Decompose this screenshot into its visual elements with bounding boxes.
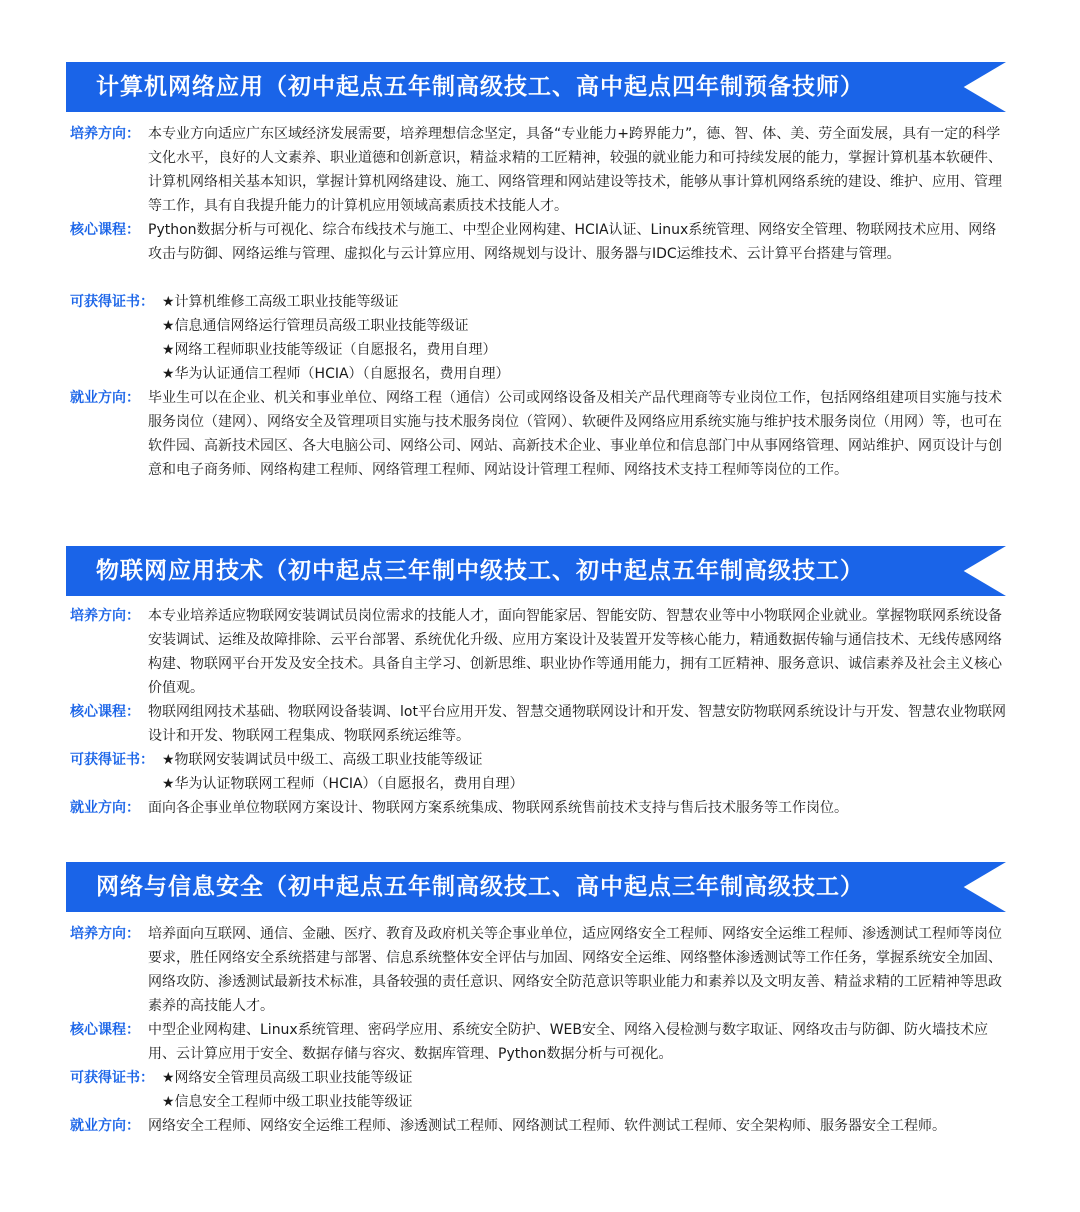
cert-item: ★信息安全工程师中级工职业技能等级证	[162, 1094, 413, 1110]
jobs-label: 就业方向：	[70, 1118, 140, 1134]
training-label: 培养方向：	[70, 608, 140, 624]
cert-item: ★物联网安装调试员中级工、高级工职业技能等级证	[162, 752, 483, 768]
training-label: 培养方向：	[70, 126, 140, 142]
cert-item: ★网络工程师职业技能等级证（自愿报名，费用自理）	[162, 342, 497, 358]
certs-list	[162, 748, 1024, 796]
courses-label: 核心课程：	[70, 222, 140, 238]
cert-item: ★计算机维修工高级工职业技能等级证	[162, 294, 399, 310]
cert-item: ★网络安全管理员高级工职业技能等级证	[162, 1070, 413, 1086]
training-label: 培养方向：	[70, 926, 140, 942]
jobs-text: 毕业生可以在企业、机关和事业单位、网络工程（通信）公司或网络设备及相关产品代理商等专业岗位工作，包括网络组建项目实施与技术服务岗位（建网）、网络安全及管理项目实施与技术服务岗位（管网）、软硬件及网络应用系统实施与维护技术服务岗位（用网）等，也可在软件园、高新技术园区、各大电脑公司、网络公司、网站、高新技术企业、事业单位和信息部门中从事网络管理、网站维护、网页设计与创意和电子商务师、网络构建工程师、网络管理工程师、网站设计管理工程师、网络技术支持工程师等岗位的工作。	[148, 390, 1002, 478]
courses-text: 中型企业网构建、Linux系统管理、密码学应用、系统安全防护、WEB安全、网络入侵检测与数字取证、网络攻击与防御、防火墙技术应用、云计算应用于安全、数据存储与容灾、数据库管理、Python数据分析与可视化。	[148, 1022, 989, 1062]
section-title: 物联网应用技术（初中起点三年制中级技工、初中起点五年制高级技工）	[96, 558, 864, 584]
training-text: 培养面向互联网、通信、金融、医疗、教育及政府机关等企事业单位，适应网络安全工程师、网络安全运维工程师、渗透测试工程师等岗位要求，胜任网络安全系统搭建与部署、信息系统整体安全评估与加固、网络安全运维、网络整体渗透测试等工作任务，掌握系统安全加固、网络攻防、渗透测试最新技术标准，具备较强的责任意识、网络安全防范意识等职业能力和素养以及文明友善、精益求精的工匠精神等思政素养的高技能人才。	[148, 926, 1002, 1014]
jobs-text: 面向各企事业单位物联网方案设计、物联网方案系统集成、物联网系统售前技术支持与售后技术服务等工作岗位。	[148, 800, 848, 816]
jobs-label: 就业方向：	[70, 800, 140, 816]
training-text: 本专业培养适应物联网安装调试员岗位需求的技能人才，面向智能家居、智能安防、智慧农业等中小物联网企业就业。掌握物联网系统设备安装调试、运维及故障排除、云平台部署、系统优化升级、应用方案设计及装置开发等核心能力，精通数据传输与通信技术、无线传感网络构建、物联网平台开发及安全技术。具备自主学习、创新思维、职业协作等通用能力，拥有工匠精神、服务意识、诚信素养及社会主义核心价值观。	[148, 608, 1002, 696]
courses-text: 物联网组网技术基础、物联网设备装调、lot平台应用开发、智慧交通物联网设计和开发、智慧安防物联网系统设计与开发、智慧农业物联网设计和开发、物联网工程集成、物联网系统运维等。	[148, 704, 1006, 744]
certs-label: 可获得证书：	[70, 752, 154, 768]
certs-label: 可获得证书：	[70, 294, 154, 310]
certs-list	[162, 290, 1024, 386]
training-text: 本专业方向适应广东区域经济发展需要，培养理想信念坚定，具备“专业能力+跨界能力”，德、智、体、美、劳全面发展，具有一定的科学文化水平，良好的人文素养、职业道德和创新意识，精益求精的工匠精神，较强的就业能力和可持续发展的能力，掌握计算机基本软硬件、计算机网络相关基本知识，掌握计算机网络建设、施工、网络管理和网站建设等技术，能够从事计算机网络系统的建设、维护、应用、管理等工作，具有自我提升能力的计算机应用领域高素质技术技能人才。	[148, 126, 1002, 214]
jobs-label: 就业方向：	[70, 390, 140, 406]
cert-item: ★华为认证物联网工程师（HCIA）（自愿报名，费用自理）	[162, 776, 524, 792]
certs-list	[162, 1066, 1024, 1114]
section-title: 网络与信息安全（初中起点五年制高级技工、高中起点三年制高级技工）	[96, 874, 864, 900]
courses-label: 核心课程：	[70, 1022, 140, 1038]
jobs-text: 网络安全工程师、网络安全运维工程师、渗透测试工程师、网络测试工程师、软件测试工程师、安全架构师、服务器安全工程师。	[148, 1118, 946, 1134]
cert-item: ★信息通信网络运行管理员高级工职业技能等级证	[162, 318, 469, 334]
courses-text: Python数据分析与可视化、综合布线技术与施工、中型企业网构建、HCIA认证、Linux系统管理、网络安全管理、物联网技术应用、网络攻击与防御、网络运维与管理、虚拟化与云计算应用、网络规划与设计、服务器与IDC运维技术、云计算平台搭建与管理。	[148, 222, 997, 262]
cert-item: ★华为认证通信工程师（HCIA）（自愿报名，费用自理）	[162, 366, 510, 382]
courses-label: 核心课程：	[70, 704, 140, 720]
section-title: 计算机网络应用（初中起点五年制高级技工、高中起点四年制预备技师）	[96, 74, 864, 100]
certs-label: 可获得证书：	[70, 1070, 154, 1086]
